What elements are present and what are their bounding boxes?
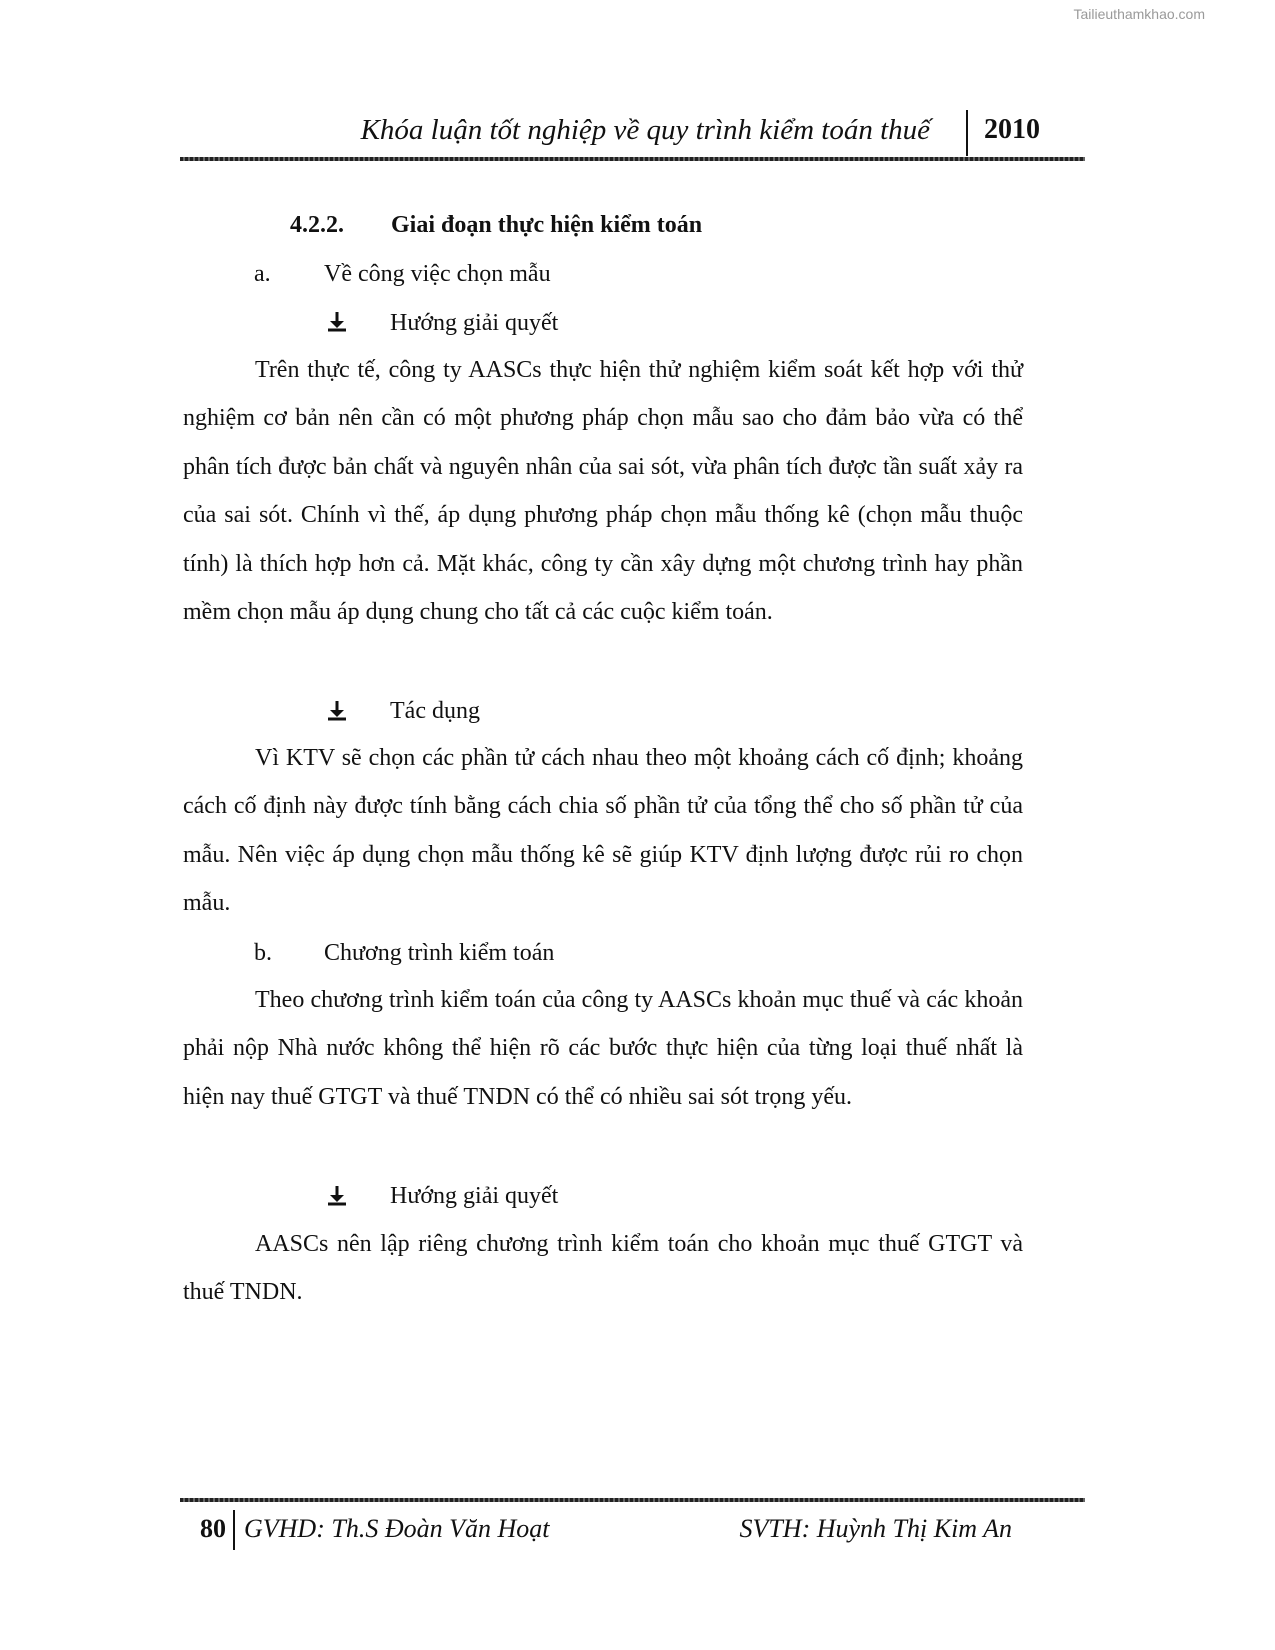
subsection-a-marker: a.: [254, 261, 271, 287]
subsection-a-title: Về công việc chọn mẫu: [324, 261, 551, 287]
footer-advisor: GVHD: Th.S Đoàn Văn Hoạt: [244, 1514, 550, 1543]
section-number: 4.2.2.: [290, 212, 344, 238]
subsection-a-solution-label: Hướng giải quyết: [390, 310, 559, 336]
watermark: Tailieuthamkhao.com: [1073, 6, 1205, 22]
page-footer: [0, 1508, 1275, 1554]
subsection-a-solution-paragraph: Trên thực tế, công ty AASCs thực hiện thử nghiệm kiểm soát kết hợp với thử nghiệm cơ bản nên cần có một phương pháp chọn mẫu sao cho đảm bảo vừa có thể phân tích được bản chất và nguyên nhân của sai sót, vừa phân tích được tần suất xảy ra của sai sót. Chính vì thế, áp dụng phương pháp chọn mẫu thống kê (chọn mẫu thuộc tính) là thích hợp hơn cả. Mặt khác, công ty cần xây dựng một chương trình hay phần mềm chọn mẫu áp dụng chung cho tất cả các cuộc kiểm toán.: [183, 357, 1023, 626]
footer-divider: [233, 1510, 235, 1550]
page-number: 80: [200, 1514, 226, 1543]
pointing-arrow-icon: [325, 309, 349, 333]
pointing-arrow-icon: [325, 698, 349, 722]
subsection-b-solution-paragraph: AASCs nên lập riêng chương trình kiểm toán cho khoản mục thuế GTGT và thuế TNDN.: [183, 1231, 1023, 1306]
pointing-arrow-icon: [325, 1183, 349, 1207]
subsection-b-problem-paragraph: Theo chương trình kiểm toán của công ty AASCs khoản mục thuế và các khoản phải nộp Nhà nước không thể hiện rõ các bước thực hiện của từng loại thuế nhất là hiện nay thuế GTGT và thuế TNDN có thể có nhiều sai sót trọng yếu.: [183, 987, 1023, 1110]
subsection-b-solution-label: Hướng giải quyết: [390, 1183, 559, 1209]
subsection-a-effect-label: Tác dụng: [390, 698, 480, 724]
section-title: Giai đoạn thực hiện kiểm toán: [391, 212, 703, 238]
subsection-a-effect-paragraph: Vì KTV sẽ chọn các phần tử cách nhau theo một khoảng cách cố định; khoảng cách cố định này được tính bằng cách chia số phần tử của tổng thể cho số phần tử của mẫu. Nên việc áp dụng chọn mẫu thống kê sẽ giúp KTV định lượng được rủi ro chọn mẫu.: [183, 745, 1023, 917]
header-title: Khóa luận tốt nghiệp về quy trình kiểm toán thuế: [360, 114, 930, 146]
subsection-b-title: Chương trình kiểm toán: [324, 940, 555, 966]
header-year: 2010: [984, 114, 1040, 145]
subsection-b-marker: b.: [254, 940, 272, 966]
footer-student: SVTH: Huỳnh Thị Kim An: [739, 1514, 1012, 1543]
footer-rule: [180, 1498, 1085, 1502]
